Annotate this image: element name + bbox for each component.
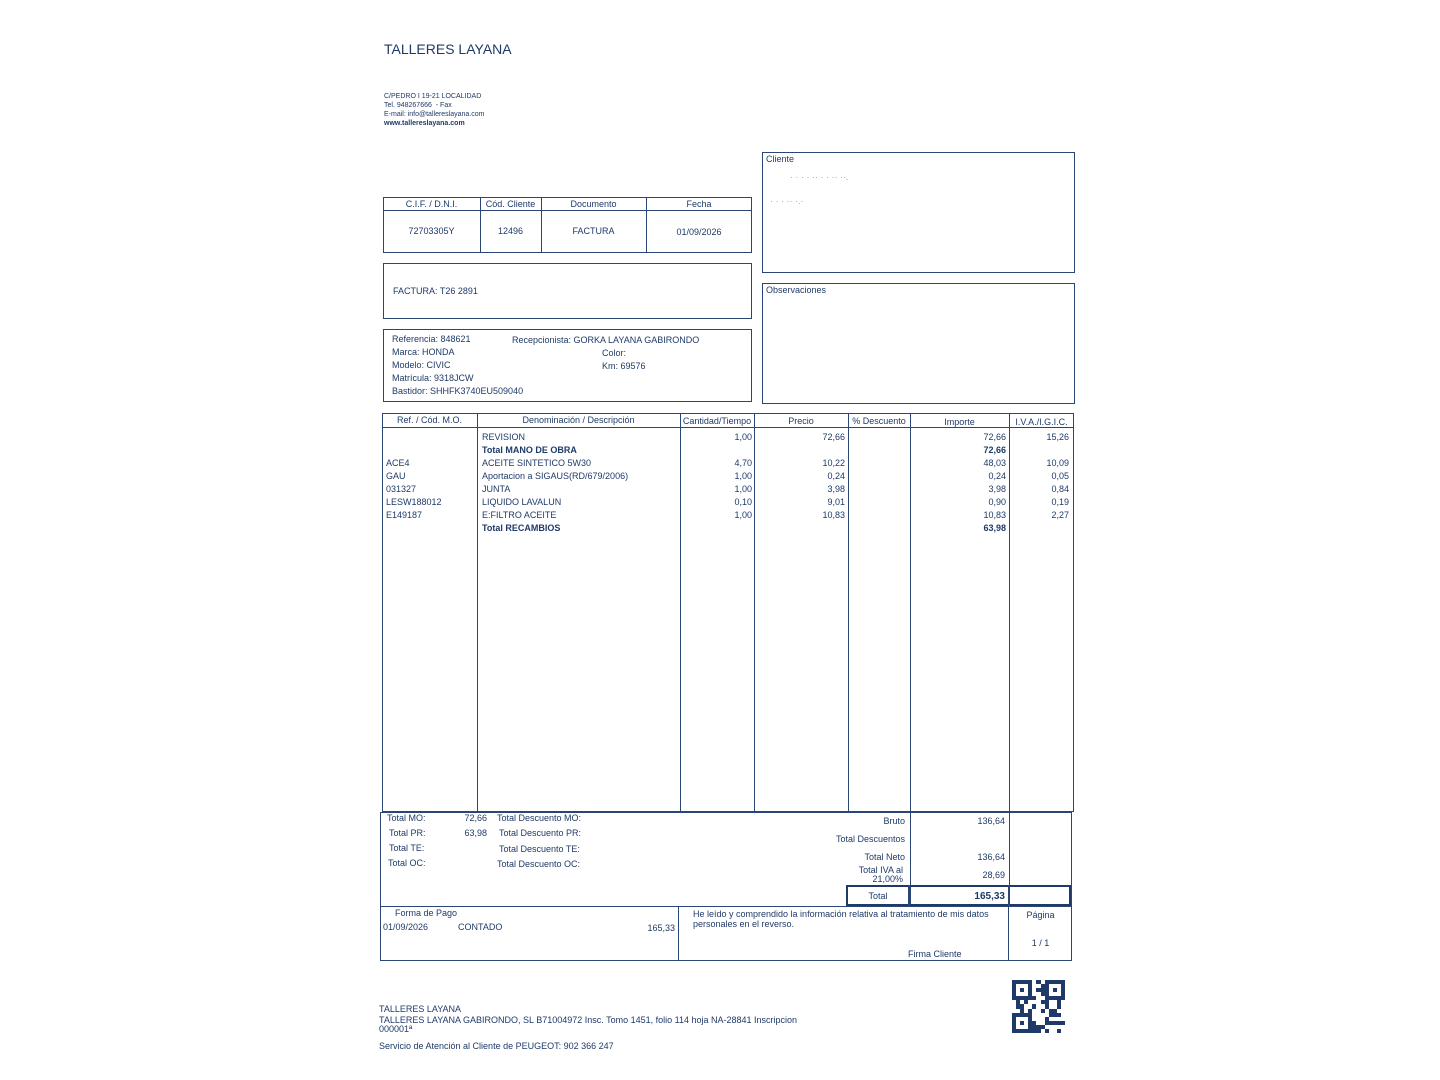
cell-amount: 63,98 — [983, 523, 1006, 533]
cell-amount: 72,66 — [983, 445, 1006, 455]
cif-header: C.I.F. / D.N.I. — [405, 199, 458, 209]
company-address: C/PEDRO I 19-21 LOCALIDAD — [384, 93, 482, 100]
cell-vat: 15,26 — [1046, 432, 1069, 442]
total-oc-discount-label: Total Descuento OC: — [497, 859, 581, 869]
vehicle-km: Km: 69576 — [602, 361, 646, 371]
payment-method: CONTADO — [458, 922, 503, 932]
payment-col-line — [678, 906, 679, 961]
cell-desc: E:FILTRO ACEITE — [482, 510, 557, 520]
cell-amount: 0,24 — [988, 471, 1006, 481]
cell-vat: 0,84 — [1051, 484, 1069, 494]
cell-amount: 72,66 — [983, 432, 1006, 442]
total-mo-value: 72,66 — [464, 813, 487, 823]
cell-price: 10,83 — [822, 510, 845, 520]
iva-label-line1: Total IVA al — [858, 865, 903, 875]
header-table-divider — [383, 210, 752, 211]
cell-amount: 10,83 — [983, 510, 1006, 520]
vehicle-plate: Matrícula: 9318JCW — [392, 373, 474, 383]
cell-desc: REVISION — [482, 432, 526, 442]
lines-col-line — [848, 413, 849, 812]
company-email[interactable]: E-mail: info@tallereslayana.com — [384, 111, 485, 118]
payment-date: 01/09/2026 — [383, 922, 429, 932]
cell-ref: 031327 — [386, 484, 417, 494]
observations-label: Observaciones — [766, 285, 827, 295]
cif-value: 72703305Y — [408, 226, 455, 236]
total-neto-label: Total Neto — [864, 852, 905, 862]
cell-desc: LIQUIDO LAVALUN — [482, 497, 562, 507]
total-pr-label: Total PR: — [389, 828, 426, 838]
date-header: Fecha — [686, 199, 712, 209]
client-label: Cliente — [766, 154, 795, 164]
cell-desc: ACEITE SINTETICO 5W30 — [482, 458, 592, 468]
company-phone — [384, 101, 452, 110]
col-header-desc: Denominación / Descripción — [522, 415, 635, 425]
total-te-discount-label: Total Descuento TE: — [499, 844, 580, 854]
client-name-redacted: · · · · ·· · · ·· ··. — [790, 172, 849, 182]
vehicle-vin: Bastidor: SHHFK3740EU509040 — [392, 386, 524, 396]
lines-col-line — [477, 413, 478, 812]
vehicle-receptionist: Recepcionista: GORKA LAYANA GABIRONDO — [512, 335, 700, 345]
cell-ref: E149187 — [386, 510, 423, 520]
cell-qty: 1,00 — [734, 432, 752, 442]
cell-ref: ACE4 — [386, 458, 410, 468]
col-header-discount: % Descuento — [852, 416, 906, 426]
payment-label: Forma de Pago — [395, 908, 458, 918]
footer-registry-number: 000001ª — [379, 1024, 413, 1034]
col-header-vat: I.V.A./I.G.I.C. — [1015, 417, 1068, 427]
total-descuentos-label: Total Descuentos — [835, 834, 905, 844]
cell-price: 0,24 — [827, 471, 845, 481]
client-code-header: Cód. Cliente — [485, 199, 536, 209]
cell-desc: JUNTA — [482, 484, 511, 494]
cell-price: 9,01 — [827, 497, 845, 507]
cell-vat: 10,09 — [1046, 458, 1069, 468]
footer-registry: TALLERES LAYANA GABIRONDO, SL B71004972 Insc. Tomo 1451, folio 114 hoja NA-28841 Inscripcion — [379, 1015, 798, 1025]
total-iva-label — [800, 866, 903, 884]
cell-desc: Total RECAMBIOS — [482, 523, 561, 533]
bruto-value: 136,64 — [977, 816, 1005, 826]
cell-vat: 0,19 — [1051, 497, 1069, 507]
bruto-label: Bruto — [883, 816, 905, 826]
cell-price: 72,66 — [822, 432, 845, 442]
company-web[interactable]: www.tallereslayana.com — [384, 120, 465, 127]
cell-desc: Total MANO DE OBRA — [482, 445, 577, 455]
document-value: FACTURA — [572, 226, 615, 236]
cell-vat: 0,05 — [1051, 471, 1069, 481]
cell-qty: 0,10 — [734, 497, 752, 507]
total-te-label: Total TE: — [389, 843, 425, 853]
page-number: 1 / 1 — [1031, 938, 1050, 948]
qr-code-icon — [1012, 980, 1065, 1033]
vehicle-model: Modelo: CIVIC — [392, 360, 451, 370]
date-value: 01/09/2026 — [676, 227, 722, 237]
cell-qty: 1,00 — [734, 484, 752, 494]
observations-box — [762, 283, 1075, 404]
grand-total-label: Total — [868, 891, 888, 901]
footer-company: TALLERES LAYANA — [379, 1004, 462, 1014]
cell-qty: 1,00 — [734, 510, 752, 520]
total-pr-discount-label: Total Descuento PR: — [499, 828, 582, 838]
cell-qty: 1,00 — [734, 471, 752, 481]
col-header-amount: Importe — [944, 417, 975, 427]
col-header-price: Precio — [788, 416, 814, 426]
client-box — [762, 152, 1075, 273]
footer-customer-service: Servicio de Atención al Cliente de PEUGEOT: 902 366 247 — [379, 1041, 614, 1051]
cell-amount: 0,90 — [988, 497, 1006, 507]
col-header-ref: Ref. / Cód. M.O. — [396, 415, 463, 425]
company-name: TALLERES LAYANA — [384, 41, 512, 57]
cell-vat: 2,27 — [1051, 510, 1069, 520]
phone-text: Tel. 948267666 — [384, 102, 432, 109]
client-code-value: 12496 — [497, 226, 524, 236]
fax-text: - Fax — [435, 102, 452, 109]
total-mo-discount-label: Total Descuento MO: — [497, 813, 582, 823]
cell-qty: 4,70 — [734, 458, 752, 468]
cell-ref: GAU — [386, 471, 406, 481]
total-pr-value: 63,98 — [464, 828, 487, 838]
cell-price: 3,98 — [827, 484, 845, 494]
signature-label: Firma Cliente — [908, 949, 962, 959]
invoice-number: FACTURA: T26 2891 — [393, 286, 478, 296]
col-header-qty: Cantidad/Tiempo — [682, 416, 752, 426]
total-oc-label: Total OC: — [388, 858, 426, 868]
vehicle-brand: Marca: HONDA — [392, 347, 455, 357]
document-header: Documento — [570, 199, 617, 209]
cell-price: 10,22 — [822, 458, 845, 468]
privacy-notice-line2: personales en el reverso. — [693, 919, 795, 929]
total-highlight-divider — [1008, 885, 1010, 906]
page-label: Página — [1026, 910, 1055, 920]
total-iva-value: 28,69 — [982, 870, 1005, 880]
cell-ref: LESW188012 — [386, 497, 442, 507]
vehicle-reference: Referencia: 848621 — [392, 334, 471, 344]
cell-desc: Aportacion a SIGAUS(RD/679/2006) — [482, 471, 629, 481]
total-mo-label: Total MO: — [387, 813, 426, 823]
privacy-notice-line1: He leído y comprendido la información relativa al tratamiento de mis datos — [693, 909, 989, 919]
cell-amount: 48,03 — [983, 458, 1006, 468]
payment-amount: 165,33 — [647, 923, 675, 933]
iva-label-line2: 21,00% — [872, 874, 903, 884]
vehicle-color: Color: — [602, 348, 627, 358]
grand-total-value: 165,33 — [974, 891, 1005, 902]
total-neto-value: 136,64 — [977, 852, 1005, 862]
cell-amount: 3,98 — [988, 484, 1006, 494]
client-address-redacted: · · · ·· ·.· — [770, 196, 804, 206]
